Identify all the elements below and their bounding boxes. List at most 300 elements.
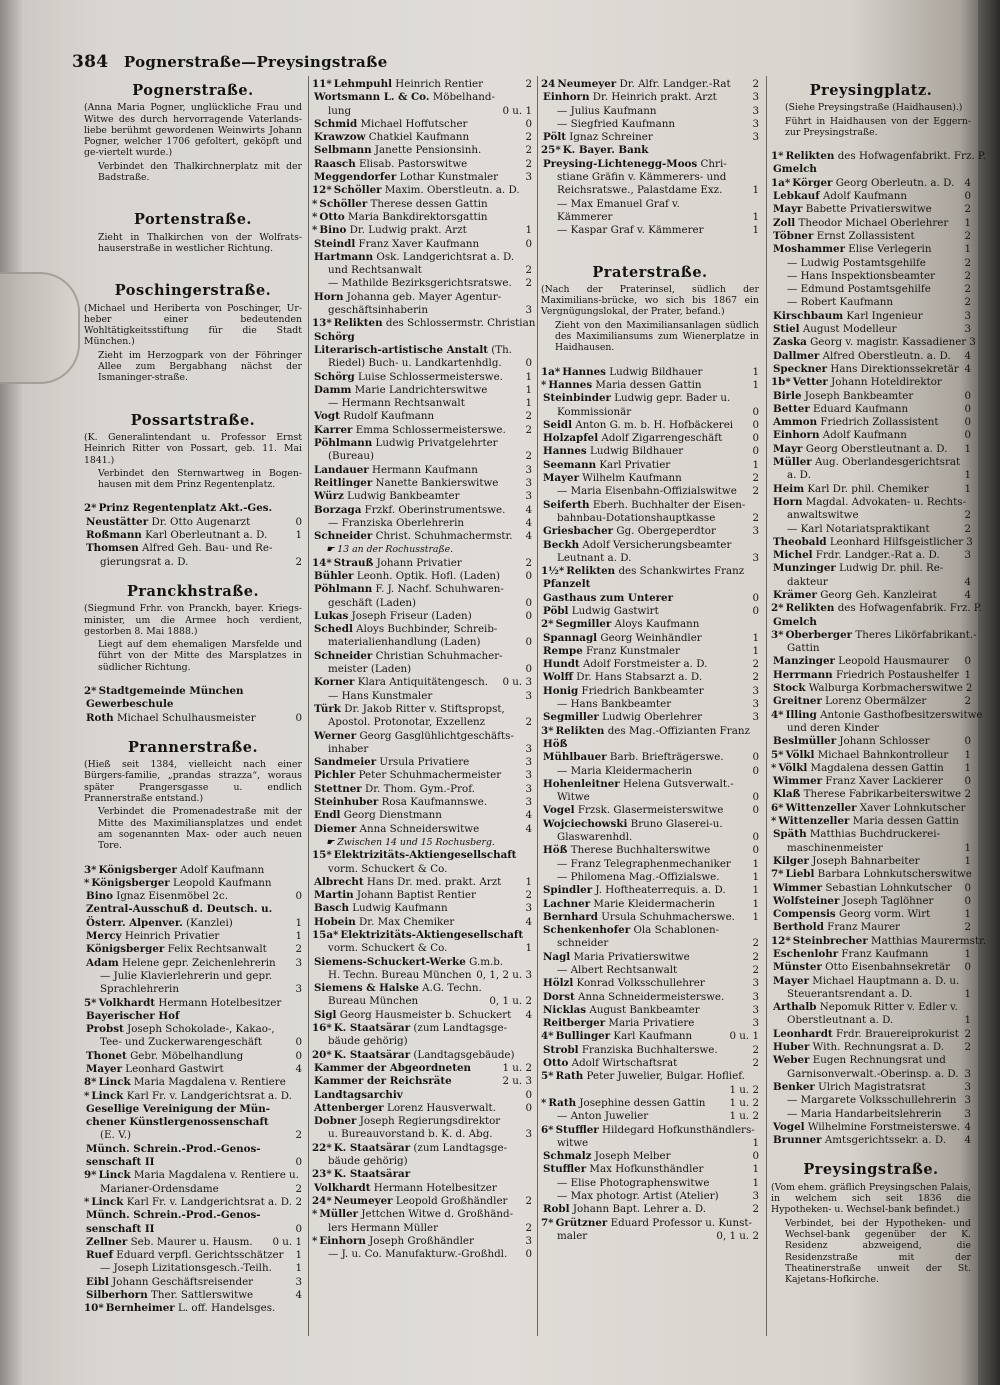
- directory-entry: [771, 429, 971, 442]
- floor-number: 3: [295, 956, 302, 969]
- directory-entry: [541, 445, 759, 458]
- resident-details: Leopold Hausmaurer: [834, 655, 949, 668]
- resident-details: Janette Pensionsinh.: [371, 144, 482, 157]
- resident-details: (Th.: [488, 343, 513, 356]
- resident-name: Spindler: [543, 884, 593, 897]
- resident-name: Bino: [319, 224, 347, 237]
- entry-text: [326, 663, 522, 676]
- resident-name: Benker: [773, 1080, 815, 1093]
- resident-name: Volkhardt: [98, 996, 156, 1009]
- floor-number: 2: [295, 1182, 302, 1195]
- resident-name: Lehmpuhl: [333, 78, 392, 90]
- directory-entry: [312, 1128, 532, 1141]
- resident-details: Georg Hausmeister b. Schuckert: [336, 1008, 512, 1021]
- resident-details: geschäft (Laden): [328, 596, 417, 609]
- directory-entry: [312, 384, 532, 397]
- directory-entry: [312, 756, 532, 769]
- directory-entry: [84, 685, 302, 698]
- resident-details: materialienhandlung (Laden): [328, 636, 481, 649]
- directory-entry: [84, 1103, 302, 1116]
- floor-number: 1: [964, 1014, 971, 1027]
- resident-name: Wimmer: [773, 881, 823, 894]
- entry-text: [541, 366, 749, 379]
- directory-entry: [312, 1009, 532, 1022]
- resident-name: Theobald: [773, 535, 827, 548]
- entry-text: [541, 392, 756, 405]
- resident-details: Witwe: [557, 791, 590, 804]
- floor-number: 1: [752, 1163, 759, 1176]
- resident-name: Thonet: [86, 1049, 127, 1062]
- resident-name: Einhorn: [773, 429, 820, 442]
- entry-text: [84, 712, 292, 725]
- resident-details: Felix Rechtsanwalt: [164, 943, 267, 956]
- entry-text: [555, 1177, 749, 1190]
- street-note: (Hieß seit 1384, vielleicht nach einer Bürgers-familie, „prandas strazza“, woraus später Prangersgasse u. endlich Prannerstraße entstand.): [84, 759, 302, 805]
- pointer-note-text: 13 an der Rochusstraße.: [337, 544, 454, 556]
- house-number: 1b*: [771, 376, 791, 389]
- resident-details: Maria dessen Gattin: [592, 378, 702, 391]
- entry-text: [555, 105, 749, 118]
- directory-entry: [541, 844, 759, 857]
- resident-name: Otto: [319, 210, 345, 223]
- house-number: *: [312, 197, 318, 210]
- directory-entry: [541, 419, 759, 432]
- directory-entry: [84, 957, 302, 970]
- street-note: (Siegmund Frhr. von Pranckh, bayer. Kriegs-minister, um die Armee hoch verdient, gestorben 8. Mai 1888.): [84, 603, 302, 637]
- floor-number: 1: [964, 482, 971, 495]
- resident-details: Leonhard Hilfsgeistlicher: [826, 535, 964, 548]
- resident-details: Lorenz Hausverwalt.: [383, 1101, 496, 1114]
- floor-number: 0: [964, 655, 971, 668]
- directory-entry: [541, 1070, 759, 1083]
- entry-text: [771, 975, 968, 988]
- resident-details: Apostol. Protonotar, Exzellenz: [328, 716, 486, 729]
- resident-details: Karl Kaufmann: [610, 1030, 693, 1043]
- resident-details: Johann Hoteldirektor: [827, 376, 942, 389]
- directory-entry: [541, 118, 759, 131]
- house-number: 1a*: [541, 365, 561, 378]
- entry-text: [326, 105, 499, 118]
- floor-number: 0: [295, 890, 302, 903]
- directory-entry: [312, 583, 532, 596]
- resident-details: und deren Kinder: [787, 721, 879, 734]
- resident-name: Meggendorfer: [314, 171, 397, 184]
- resident-name: Schmid: [314, 117, 358, 130]
- entry-text: [326, 743, 522, 756]
- resident-name: Preysing-Lichtenegg-Moos: [543, 157, 698, 170]
- resident-details: Marie Landrichterswitwe: [351, 383, 488, 396]
- resident-details: Marie Kleidermacherin: [590, 897, 715, 910]
- resident-name: Steinhuber: [314, 796, 379, 809]
- house-number: 5*: [541, 1070, 554, 1083]
- floor-number: 0 u. 1: [272, 1235, 302, 1248]
- entry-list: [84, 685, 302, 725]
- resident-details: Georg Weinhändler: [597, 631, 702, 644]
- resident-details: — Margarete Volksschullehrerin: [787, 1094, 957, 1107]
- entry-text: [326, 397, 522, 410]
- directory-entry: [541, 91, 759, 104]
- floor-number: 2: [752, 964, 759, 976]
- directory-entry: [541, 632, 759, 645]
- floor-number: 2: [525, 78, 532, 90]
- entry-text: [771, 363, 961, 376]
- resident-name: Sigl: [314, 1008, 337, 1021]
- resident-details: — Franziska Oberlehrerin: [328, 516, 464, 529]
- floor-number: 4: [964, 1120, 971, 1133]
- directory-entry: [84, 1289, 302, 1302]
- resident-name: Kilger: [773, 854, 809, 867]
- directory-entry: [771, 975, 971, 988]
- directory-entry: [312, 317, 536, 330]
- resident-name: Gewerbeschule: [86, 698, 174, 711]
- resident-details: lers Hermann Müller: [328, 1221, 439, 1234]
- resident-name: Herrmann: [773, 668, 833, 681]
- resident-details: Eduard verpfl. Gerichtsschätzer: [113, 1249, 284, 1262]
- resident-name: Bernhard: [543, 910, 598, 923]
- entry-text: [312, 171, 522, 184]
- resident-details: Ludwig Kaufmann: [348, 902, 448, 915]
- resident-details: Johann Baptist Rentier: [353, 889, 476, 902]
- resident-details: Riedel) Buch- u. Landkartenhdlg.: [328, 357, 502, 370]
- house-number: 22*: [312, 1141, 332, 1154]
- entry-text: [771, 1054, 968, 1067]
- resident-details: bäude gehörig): [328, 1035, 408, 1048]
- resident-name: senschaft II: [86, 1222, 155, 1235]
- entry-text: [771, 562, 968, 575]
- directory-entry: [541, 951, 759, 964]
- directory-entry: [312, 570, 532, 583]
- entry-text: [312, 477, 522, 490]
- floor-number: 0: [752, 405, 759, 418]
- entry-text: [326, 450, 522, 463]
- resident-name: Horn: [314, 290, 344, 303]
- directory-entry: [771, 1121, 971, 1134]
- entry-text: [771, 855, 961, 868]
- floor-number: 4: [295, 1289, 302, 1302]
- floor-number: 0: [295, 1156, 302, 1169]
- entry-text: [312, 78, 522, 91]
- resident-details: — Joseph Lizitationsgesch.-Teilh.: [100, 1262, 272, 1275]
- floor-number: 2: [525, 410, 532, 423]
- entry-text: [555, 211, 749, 224]
- directory-entry: [312, 902, 532, 915]
- entry-text: [771, 323, 961, 336]
- entry-text: [771, 735, 961, 748]
- resident-details: — Hans Kunstmaler: [328, 689, 433, 702]
- resident-details: — Hans Bankbeamter: [557, 698, 672, 711]
- house-number: 4*: [771, 708, 784, 721]
- resident-details: Maria Bankdirektorsgattin: [344, 210, 488, 223]
- entry-text: [541, 1044, 749, 1057]
- resident-details: Dr. Thom. Gym.-Prof.: [361, 782, 475, 795]
- entry-text: [785, 576, 961, 589]
- street-note: Zieht im Herzogpark von der Föhringer Allee zum Bergabhang nächst der Ismaninger-straße.: [98, 349, 302, 384]
- directory-entry: [771, 722, 971, 735]
- resident-details: F. J. Nachf. Schuhwaren-: [372, 583, 504, 596]
- resident-details: Anna Schneidermeisterswe.: [574, 990, 725, 1003]
- directory-entry: [771, 1134, 971, 1147]
- resident-name: Königsberger: [98, 863, 177, 876]
- floor-number: 1: [295, 916, 302, 929]
- floor-number: 0: [295, 1222, 302, 1235]
- directory-entry: [84, 1209, 302, 1222]
- entry-text: [312, 623, 529, 636]
- resident-details: Reichsratswe., Palastdame Exz.: [557, 184, 723, 197]
- entry-text: [84, 698, 299, 711]
- entry-text: [312, 251, 529, 264]
- resident-details: Gebr. Möbelhandlung: [126, 1049, 244, 1062]
- running-header: [72, 52, 388, 72]
- entry-list: [312, 78, 536, 1261]
- floor-number: 3: [525, 902, 532, 915]
- resident-name: Töbner: [773, 229, 814, 242]
- directory-entry: [771, 708, 983, 722]
- entry-text: [84, 1116, 299, 1129]
- directory-entry: [541, 1124, 759, 1137]
- floor-number: 3: [964, 1067, 971, 1080]
- resident-name: Basch: [314, 902, 349, 915]
- floor-number: 2: [525, 131, 532, 144]
- house-number: *: [541, 1096, 547, 1109]
- entry-text: [84, 1010, 299, 1023]
- directory-entry: [541, 645, 759, 658]
- resident-details: Ignaz Eisenmöbel 2c.: [112, 890, 229, 903]
- resident-details: H. Techn. Bureau München: [328, 968, 472, 981]
- entry-text: [541, 751, 749, 764]
- directory-entry: [541, 1163, 759, 1176]
- resident-name: Königsberger: [86, 943, 165, 956]
- resident-name: Pichler: [314, 769, 356, 782]
- resident-name: Schenkenhofer: [543, 924, 631, 937]
- resident-name: Martin: [314, 889, 354, 902]
- resident-details: (Landtagsgebäude): [410, 1048, 515, 1061]
- entry-text: [326, 690, 522, 703]
- entry-text: [771, 749, 961, 762]
- entry-text: [326, 1035, 529, 1048]
- resident-details: Hermann Hotelbesitzer: [370, 1181, 497, 1194]
- directory-entry: [771, 549, 971, 562]
- resident-details: u. Bureauvorstand b. K. d. Abg.: [328, 1128, 493, 1141]
- directory-entry: [541, 472, 759, 485]
- entry-text: [312, 211, 529, 224]
- resident-details: Kommissionär: [557, 405, 632, 418]
- directory-entry: [312, 144, 532, 157]
- directory-entry: [541, 1137, 759, 1150]
- entry-text: [312, 1235, 522, 1248]
- entry-text: [771, 695, 961, 708]
- entry-text: [312, 371, 522, 384]
- directory-entry: [541, 818, 759, 831]
- resident-name: Seiferth: [543, 498, 590, 511]
- floor-number: 3: [525, 1128, 532, 1141]
- entry-text: [785, 842, 961, 855]
- entry-text: [84, 1289, 292, 1302]
- entry-text: [84, 957, 292, 970]
- directory-entry: [312, 490, 532, 503]
- directory-entry: [312, 623, 532, 636]
- resident-name: chener Künstlergenossenschaft: [86, 1116, 269, 1129]
- house-number: 24*: [312, 1194, 332, 1207]
- floor-number: 1: [752, 910, 759, 923]
- resident-details: (Bureau): [328, 450, 375, 463]
- directory-entry: [312, 1168, 532, 1181]
- entry-text: [771, 1028, 961, 1041]
- directory-entry: [541, 658, 759, 671]
- directory-entry: [312, 597, 532, 610]
- directory-entry: [771, 948, 971, 961]
- directory-entry: [771, 616, 971, 629]
- entry-text: [771, 150, 986, 163]
- resident-details: Anton G. m. b. H. Hofbäckerei: [572, 418, 734, 431]
- directory-entry: [84, 1116, 302, 1129]
- resident-details: Frzsk. Glasermeisterswitwe: [574, 804, 724, 817]
- directory-entry: [312, 1208, 532, 1221]
- resident-name: Stettner: [314, 782, 362, 795]
- directory-entry: [541, 131, 759, 144]
- resident-details: Franz Maurer: [823, 921, 900, 934]
- floor-number: 3: [525, 463, 532, 476]
- directory-entry: [541, 78, 759, 91]
- floor-number: 3: [525, 490, 532, 503]
- directory-entry: [771, 443, 971, 456]
- resident-name: Lukas: [314, 609, 349, 622]
- entry-text: [84, 542, 299, 555]
- resident-name: Wolfsteiner: [773, 894, 840, 907]
- directory-entry: [771, 336, 976, 349]
- entry-text: [84, 997, 299, 1010]
- entry-text: [771, 802, 968, 815]
- directory-entry: [771, 217, 971, 230]
- resident-name: Segmiller: [555, 618, 612, 631]
- resident-details: Sprachlehrerin: [100, 983, 179, 996]
- entry-text: [541, 1163, 749, 1176]
- floor-number: 3: [525, 689, 532, 702]
- floor-number: 2: [752, 671, 759, 684]
- resident-details: vorm. Schuckert & Co.: [328, 942, 448, 955]
- floor-number: 3: [525, 304, 532, 317]
- resident-name: K. Staatsärar: [333, 1048, 411, 1061]
- directory-entry: [771, 203, 971, 216]
- street-note: (K. Generalintendant u. Professor Ernst Heinrich Ritter von Possart, geb. 11. Mai 1841.): [84, 431, 302, 466]
- directory-entry: [84, 712, 302, 725]
- entry-list: [541, 78, 759, 238]
- entry-text: [771, 376, 968, 389]
- resident-name: Raasch: [314, 157, 356, 170]
- directory-entry: [541, 977, 759, 990]
- resident-details: Dr. Max Chemiker: [355, 915, 455, 928]
- directory-entry: [84, 983, 302, 996]
- house-number: 23*: [312, 1168, 332, 1181]
- directory-entry: [541, 485, 759, 498]
- directory-entry: [771, 523, 971, 536]
- floor-number: 2: [964, 522, 971, 535]
- resident-details: Ursula Schuhmacherswe.: [597, 910, 735, 923]
- directory-entry: [771, 363, 971, 376]
- entry-text: [785, 296, 961, 309]
- directory-entry: [771, 775, 971, 788]
- entry-text: [771, 403, 961, 416]
- house-number: 16*: [312, 1022, 332, 1035]
- column-2: [312, 78, 536, 1261]
- resident-name: Gmelch: [773, 163, 817, 176]
- resident-name: Speckner: [773, 362, 828, 375]
- entry-text: [541, 1203, 749, 1216]
- floor-number: 2: [525, 1194, 532, 1207]
- resident-details: Adolf Zigarrengeschäft: [598, 432, 723, 445]
- entry-text: [312, 583, 529, 596]
- paper-clip: [0, 272, 80, 384]
- resident-details: Dr. Ludwig prakt. Arzt: [346, 224, 467, 237]
- entry-text: [312, 916, 522, 929]
- resident-name: Brunner: [773, 1134, 822, 1147]
- entry-text: [312, 849, 529, 862]
- entry-text: [312, 1142, 529, 1155]
- resident-name: Better: [773, 402, 810, 415]
- resident-details: Möbelhand-: [429, 91, 495, 104]
- directory-entry: [84, 1063, 302, 1076]
- entry-text: [326, 863, 529, 876]
- directory-entry: [312, 969, 532, 982]
- directory-entry: [312, 105, 532, 118]
- resident-name: Spannagl: [543, 631, 598, 644]
- directory-entry: [84, 1090, 302, 1103]
- floor-number: 2: [752, 658, 759, 671]
- resident-name: Roßmann: [86, 529, 142, 542]
- resident-name: Schneider: [314, 649, 373, 662]
- floor-number: 1: [525, 875, 532, 888]
- directory-entry: [312, 304, 532, 317]
- directory-entry: [771, 988, 971, 1001]
- house-number: *: [84, 876, 90, 889]
- resident-name: Illing: [785, 708, 817, 721]
- resident-details: gierungsrat a. D.: [100, 555, 189, 568]
- directory-entry: [771, 828, 971, 841]
- resident-name: Horn: [773, 495, 803, 508]
- resident-name: Hannes: [548, 378, 593, 391]
- entry-text: [98, 983, 292, 996]
- floor-number: 2: [525, 1221, 532, 1234]
- resident-name: Mayer: [86, 1063, 123, 1075]
- entry-text: [312, 464, 522, 477]
- resident-name: Völkl: [785, 748, 815, 761]
- directory-entry: [541, 1030, 759, 1043]
- entry-text: [326, 304, 522, 317]
- entry-text: [771, 390, 961, 403]
- entry-list: [84, 502, 302, 568]
- directory-entry: [312, 690, 532, 703]
- resident-name: Schörg: [314, 370, 355, 383]
- resident-details: Leonh. Optik. Hofl. (Laden): [353, 569, 500, 582]
- resident-details: Dr. Alfr. Landger.-Rat: [616, 78, 731, 90]
- directory-entry: [312, 1155, 532, 1168]
- directory-entry: [541, 725, 759, 738]
- entry-text: [785, 1108, 961, 1121]
- floor-number: 1: [964, 987, 971, 1000]
- entry-text: [312, 1195, 522, 1208]
- resident-details: Adolf Kaufmann: [819, 429, 907, 442]
- resident-name: Grützner: [555, 1216, 608, 1229]
- floor-number: 2: [964, 1041, 971, 1054]
- floor-number: 0: [525, 569, 532, 582]
- entry-text: [84, 917, 292, 930]
- resident-name: Dallmer: [773, 349, 820, 362]
- directory-entry: [541, 379, 759, 392]
- directory-entry: [771, 669, 971, 682]
- directory-entry: [312, 1182, 532, 1195]
- resident-name: Ruef: [86, 1249, 114, 1262]
- floor-number: 2: [964, 921, 971, 934]
- resident-name: Schedl: [314, 623, 353, 636]
